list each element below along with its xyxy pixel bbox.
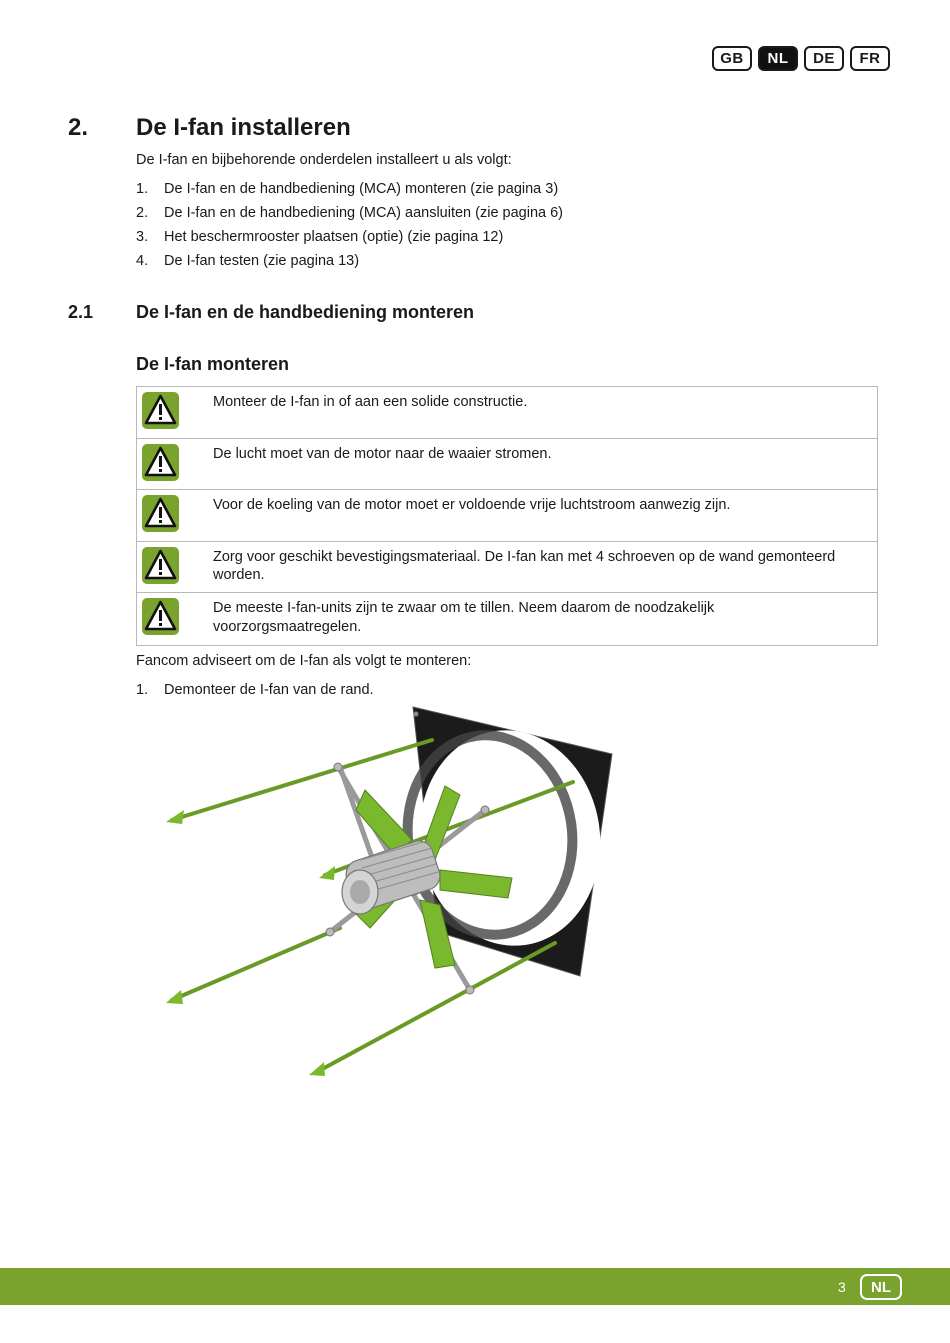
step-text: Het beschermrooster plaatsen (optie) (zie pagina 12) <box>164 229 504 245</box>
warning-text: Monteer de I-fan in of aan een solide constructie. <box>213 394 528 410</box>
warning-icon <box>142 547 179 584</box>
warning-row <box>137 387 877 439</box>
warning-text: De meeste I-fan-units zijn te zwaar om te tillen. Neem daarom de noodzakelijk voorzorgsmaatregelen. <box>213 600 715 635</box>
footer-language-badge: NL <box>860 1274 902 1300</box>
warning-text: Zorg voor geschikt bevestigingsmateriaal. De I-fan kan met 4 schroeven op de wand gemonteerd worden. <box>213 548 836 584</box>
section-intro: De I-fan en bijbehorende onderdelen installeert u als volgt: <box>136 152 512 168</box>
footer-bar <box>0 1268 950 1305</box>
warning-text: Voor de koeling van de motor moet er voldoende vrije luchtstroom aanwezig zijn. <box>213 497 731 514</box>
advice-text: Fancom adviseert om de I-fan als volgt te monteren: <box>136 653 472 669</box>
page-number: 3 <box>838 1279 846 1295</box>
warning-icon <box>142 444 179 481</box>
warning-row <box>137 593 877 645</box>
step-text: Demonteer de I-fan van de rand. <box>164 682 374 698</box>
section-title: De I-fan installeren <box>136 114 351 141</box>
warning-icon <box>142 495 179 532</box>
section-number: 2. <box>68 114 89 141</box>
lang-tab-gb[interactable]: GB <box>712 46 752 71</box>
step-number: 2. <box>136 205 149 221</box>
warnings-table <box>136 386 878 646</box>
step-number: 1. <box>136 682 149 698</box>
warning-row <box>137 542 877 594</box>
lang-tab-nl[interactable]: NL <box>758 46 798 71</box>
step-number: 4. <box>136 253 149 269</box>
lang-tab-fr[interactable]: FR <box>850 46 890 71</box>
step-number: 1. <box>136 181 149 197</box>
warning-text: De lucht moet van de motor naar de waaier stromen. <box>213 445 552 462</box>
warning-icon <box>142 598 179 635</box>
step-text: De I-fan en de handbediening (MCA) aansluiten (zie pagina 6) <box>164 205 563 221</box>
lang-tab-de[interactable]: DE <box>804 46 844 71</box>
step-number: 3. <box>136 229 149 245</box>
step-text: De I-fan en de handbediening (MCA) monteren (zie pagina 3) <box>164 181 559 197</box>
warning-row <box>137 490 877 542</box>
subheading: De I-fan monteren <box>136 354 290 374</box>
language-tabs <box>712 46 890 71</box>
fan-disassembly-illustration <box>150 700 630 1085</box>
warning-row <box>137 439 877 491</box>
warning-icon <box>142 392 179 429</box>
step-text: De I-fan testen (zie pagina 13) <box>164 253 360 269</box>
subsection-number: 2.1 <box>68 302 94 322</box>
subsection-title: De I-fan en de handbediening monteren <box>136 302 475 322</box>
